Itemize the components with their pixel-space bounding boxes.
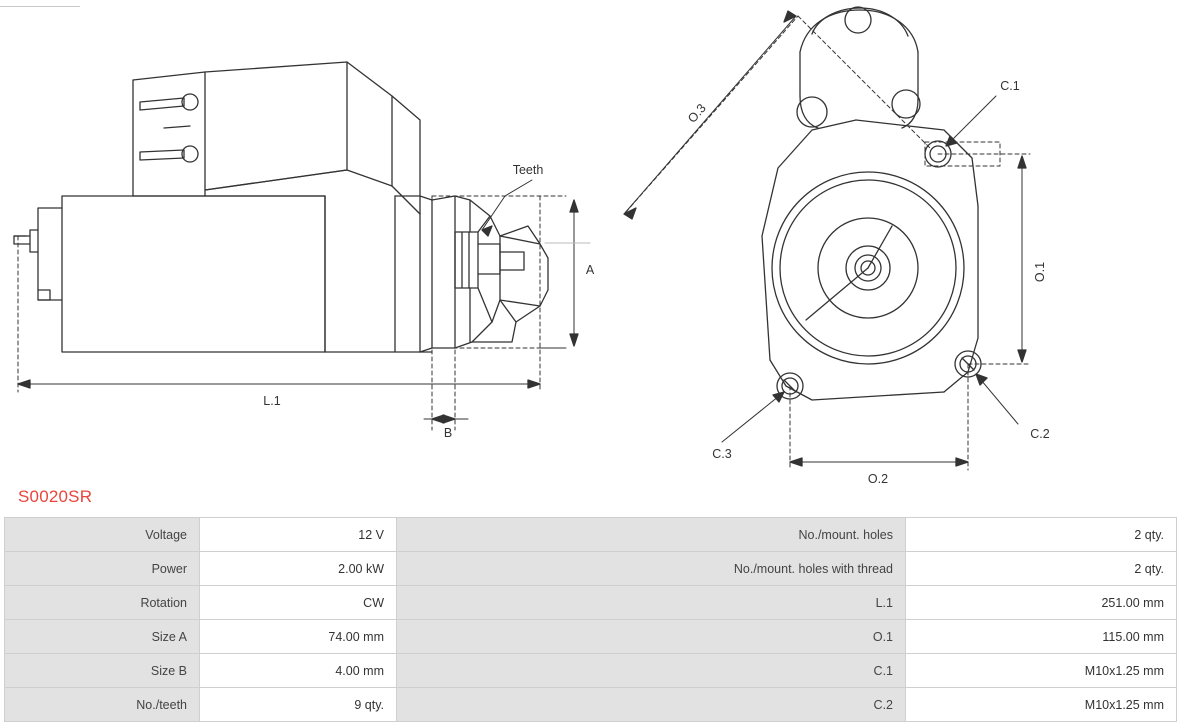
- dim-c3-leader: [722, 392, 784, 442]
- label-dim-c3: C.3: [712, 447, 732, 461]
- label-dim-b: B: [443, 426, 453, 440]
- starter-front-view: [762, 7, 981, 400]
- table-row: [5, 586, 1177, 620]
- spec-value: 9 qty.: [200, 688, 397, 722]
- label-dim-o2: O.2: [867, 472, 889, 486]
- label-dim-a: A: [585, 263, 595, 277]
- spec-value: 2 qty.: [906, 552, 1177, 586]
- label-dim-c2: C.2: [1030, 427, 1050, 441]
- spec-value: 4.00 mm: [200, 654, 397, 688]
- starter-side-view: [14, 62, 548, 352]
- spec-value: 12 V: [200, 518, 397, 552]
- label-dim-c1: C.1: [1000, 79, 1020, 93]
- table-row: [5, 620, 1177, 654]
- spec-value: CW: [200, 586, 397, 620]
- dim-c1-leader: [946, 96, 996, 146]
- spec-label: No./mount. holes: [397, 518, 906, 552]
- spec-label: O.1: [397, 620, 906, 654]
- spec-label: C.1: [397, 654, 906, 688]
- spec-label: No./mount. holes with thread: [397, 552, 906, 586]
- spec-label: Rotation: [5, 586, 200, 620]
- dim-b-line: [424, 415, 468, 423]
- dim-a-line: [570, 200, 578, 346]
- spec-value: 74.00 mm: [200, 620, 397, 654]
- dim-o2-line: [790, 458, 968, 466]
- spec-value: 115.00 mm: [906, 620, 1177, 654]
- spec-label: Size A: [5, 620, 200, 654]
- label-teeth: Teeth: [512, 163, 544, 177]
- table-row: [5, 688, 1177, 722]
- label-dim-o1: O.1: [1033, 261, 1047, 283]
- dim-c2-leader: [976, 374, 1018, 424]
- dim-l1-line: [18, 380, 540, 388]
- spec-label: Voltage: [5, 518, 200, 552]
- spec-label: Size B: [5, 654, 200, 688]
- spec-value: 251.00 mm: [906, 586, 1177, 620]
- spec-value: 2.00 kW: [200, 552, 397, 586]
- table-row: [5, 552, 1177, 586]
- label-dim-l1: L.1: [263, 394, 281, 408]
- spec-value: M10x1.25 mm: [906, 654, 1177, 688]
- table-row: [5, 518, 1177, 552]
- label-dim-o3: O.3: [685, 101, 709, 126]
- spec-label: Power: [5, 552, 200, 586]
- spec-label: No./teeth: [5, 688, 200, 722]
- dim-o1-line: [1018, 156, 1026, 362]
- page-title: S0020SR: [18, 487, 93, 506]
- table-row: [5, 654, 1177, 688]
- spec-value: 2 qty.: [906, 518, 1177, 552]
- specifications-table: [4, 517, 1177, 722]
- spec-label: L.1: [397, 586, 906, 620]
- spec-value: M10x1.25 mm: [906, 688, 1177, 722]
- dim-o3-line: [624, 11, 796, 219]
- spec-label: C.2: [397, 688, 906, 722]
